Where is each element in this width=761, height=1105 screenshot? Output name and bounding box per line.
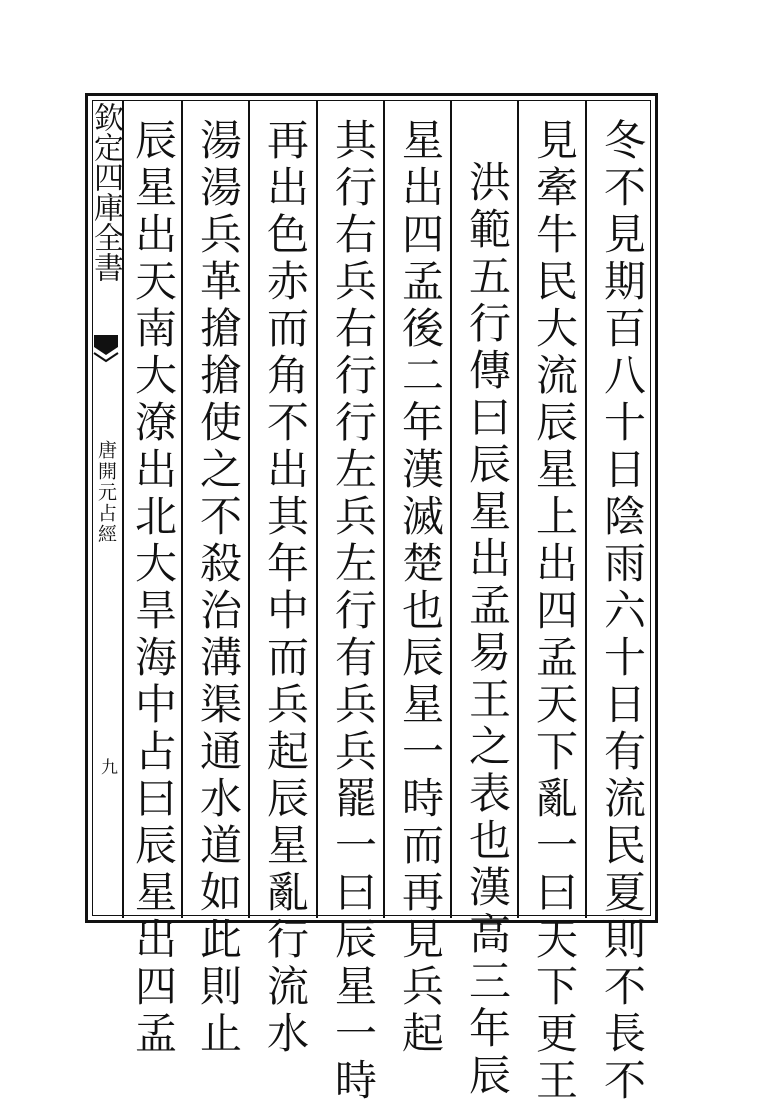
text-column — [193, 118, 243, 1058]
text-segment: 再出色赤而角不出其年中而兵起 — [261, 118, 310, 776]
text-column — [462, 160, 512, 1100]
text-column — [529, 118, 579, 1105]
text-segment: 冬不見期百八十日陰雨六十日有流民夏則不長不 — [598, 118, 647, 1105]
book-title: 唐開元占經 — [95, 440, 117, 545]
text-segment: 辰星一時而再見兵起 — [396, 635, 445, 1058]
fish-tail-mark-icon — [92, 333, 120, 369]
text-column — [128, 118, 178, 1058]
column-rule — [248, 100, 250, 918]
column-rule — [450, 100, 452, 918]
text-column — [260, 118, 310, 1058]
text-segment: 湯湯兵革搶搶使之不殺治溝渠通水道如此則止 — [194, 118, 243, 1058]
text-column — [395, 118, 445, 1058]
text-segment: 辰星出天南大潦出北大旱 — [129, 118, 178, 635]
column-rule — [181, 100, 183, 918]
column-rule — [316, 100, 318, 918]
text-column — [597, 118, 647, 1105]
text-column — [328, 118, 378, 1105]
series-title: 欽定四庫全書 — [88, 102, 123, 282]
text-segment: 其行右兵右行行左兵左行有兵兵罷一曰辰星一時 — [329, 118, 378, 1105]
column-rule — [383, 100, 385, 918]
text-segment: 見牽牛民大流辰星上出四孟天下亂一曰天下更王 — [530, 118, 579, 1105]
text-segment: 海中占曰辰星出四孟 — [129, 635, 178, 1058]
text-segment: 洪範五行傳曰辰星出孟易王之表也漢高三年辰 — [463, 160, 512, 1100]
text-segment: 星出四孟後二年漢滅楚也 — [396, 118, 445, 635]
column-rule — [517, 100, 519, 918]
column-rule — [585, 100, 587, 918]
column-rule — [122, 100, 124, 918]
page-number: 九 — [97, 758, 117, 775]
text-segment: 辰星亂行流水 — [261, 776, 310, 1058]
